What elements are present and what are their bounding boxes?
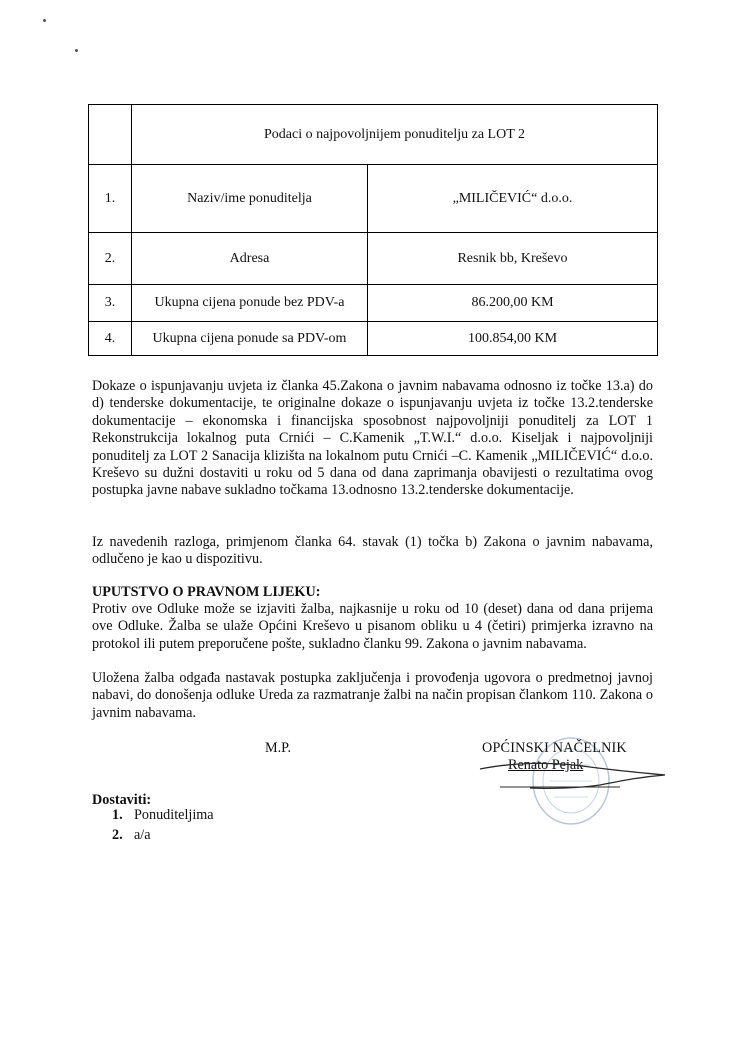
evidence-paragraph: Dokaze o ispunjavanju uvjeta iz članka 45.Zakona o javnim nabavama odnosno iz točke 13.a) do d) tenderske dokumentacije, te originalne dokaze o ispunjavanju uvjeta iz točke 13.2.tenderske dokumentacije – ekonomska i financijska sposobnost najpovoljniji ponuditelj za LOT 1 Rekonstrukcija lokalnog puta Crnići – C.Kamenik „T.W.I.“ d.o.o. Kiseljak i najpovoljniji ponuditelj za LOT 2 Sanacija klizišta na lokalnom putu Crnići –C. Kamenik „MILIČEVIĆ“ d.o.o. Kreševo su dužni dostaviti u roku od 5 dana od dana zaprimanja obavijesti o rezultatima ovog postupka javne nabave sukladno točkama 13.odnosno 13.2.tenderske dokumentacije. [92, 378, 653, 499]
list-item [112, 805, 214, 825]
table-corner-cell [89, 105, 132, 165]
signer-name: Renato Pejak [508, 757, 584, 773]
row-number: 2. [89, 233, 132, 285]
seal-placeholder: M.P. [265, 740, 292, 756]
lot-table [88, 104, 658, 356]
table-row [89, 285, 658, 322]
row-label: Ukupna cijena ponude sa PDV-om [132, 322, 368, 356]
row-value: 86.200,00 KM [368, 285, 658, 322]
legal-remedy-heading: UPUTSTVO O PRAVNOM LIJEKU: [92, 584, 321, 600]
list-item-number: 1. [112, 807, 123, 823]
row-value: „MILIČEVIĆ“ d.o.o. [368, 165, 658, 233]
list-item-text: Ponuditeljima [134, 807, 214, 823]
row-number: 4. [89, 322, 132, 356]
list-item-number: 2. [112, 827, 123, 843]
list-item [112, 825, 214, 845]
reasoning-paragraph: Iz navedenih razloga, primjenom članka 64. stavak (1) točka b) Zakona o javnim nabavama, odlučeno je kao u dispozitivu. [92, 534, 653, 568]
handwritten-signature-icon [470, 755, 670, 795]
row-value: 100.854,00 KM [368, 322, 658, 356]
table-row [89, 322, 658, 356]
scan-speck [75, 49, 78, 52]
table-title: Podaci o najpovoljnijem ponuditelju za LOT 2 [132, 105, 658, 165]
list-item-text: a/a [134, 827, 151, 843]
table-row [89, 165, 658, 233]
appeal-paragraph: Protiv ove Odluke može se izjaviti žalba, najkasnije u roku od 10 (deset) dana od dana prijema ove Odluke. Žalba se ulaže Općini Kreševo u pisanom obliku u 4 (četiri) primjerka izravno na protokol ili putem preporučene pošte, sukladno članku 99. Zakona o javnim nabavama. [92, 601, 653, 652]
distribution-heading: Dostaviti: [92, 792, 152, 808]
table-row [89, 233, 658, 285]
row-value: Resnik bb, Kreševo [368, 233, 658, 285]
row-label: Ukupna cijena ponude bez PDV-a [132, 285, 368, 322]
row-label: Adresa [132, 233, 368, 285]
signer-title: OPĆINSKI NAČELNIK [482, 740, 627, 756]
row-number: 1. [89, 165, 132, 233]
row-label: Naziv/ime ponuditelja [132, 165, 368, 233]
row-number: 3. [89, 285, 132, 322]
appeal-effect-paragraph: Uložena žalba odgađa nastavak postupka zaključenja i provođenja ugovora o predmetnoj javnoj nabavi, do donošenja odluke Ureda za razmatranje žalbi na način propisan člankom 110. Zakona o javnim nabavama. [92, 670, 653, 721]
scan-speck [43, 19, 46, 22]
distribution-list [112, 805, 214, 845]
